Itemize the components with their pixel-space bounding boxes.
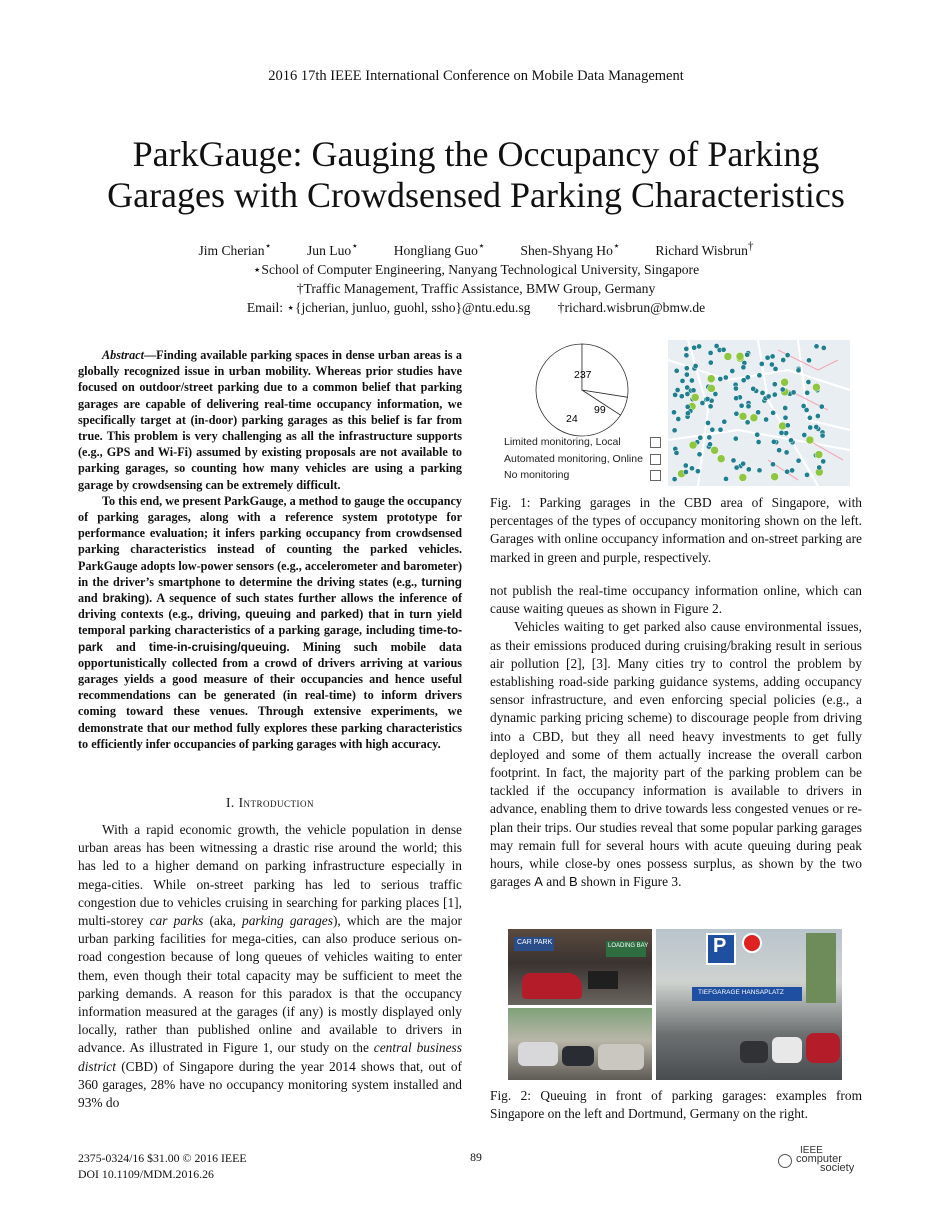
abstract-label: Abstract (102, 348, 144, 362)
online-garage-marker (812, 383, 820, 391)
online-garage-marker (691, 393, 699, 401)
garage-marker (785, 423, 790, 428)
paper-title (60, 134, 892, 216)
garage-marker (760, 390, 765, 395)
garage-marker (819, 404, 824, 409)
right-column-text (490, 582, 862, 891)
garage-marker (695, 469, 700, 474)
garage-marker (705, 420, 710, 425)
garage-marker (814, 344, 819, 349)
legend-swatch (650, 470, 661, 481)
parking-p-sign: P (713, 935, 727, 957)
garage-marker (770, 354, 775, 359)
context-term: queuing (245, 607, 292, 622)
garage-marker (779, 430, 784, 435)
pie-legend (504, 436, 664, 484)
emphasis: car parks (149, 913, 204, 929)
garage-marker (718, 376, 723, 381)
garage-marker (820, 433, 825, 438)
garage-marker (714, 343, 719, 348)
garage-marker (685, 404, 690, 409)
garage-marker (734, 411, 739, 416)
characteristic-term: time-to-park (78, 623, 463, 654)
garage-marker (765, 355, 770, 360)
online-garage-marker (707, 375, 715, 383)
photo-dortmund-garage (656, 929, 842, 1080)
garage-marker (807, 415, 812, 420)
garage-marker (801, 403, 806, 408)
garage-marker (679, 394, 684, 399)
garage-marker (741, 461, 746, 466)
garage-marker (806, 358, 811, 363)
legend-swatch (650, 454, 661, 465)
garage-marker (684, 346, 689, 351)
garage-marker (796, 368, 801, 373)
title-line-1: ParkGauge: Gauging the Occupancy of Parking (132, 134, 820, 174)
garage-marker (733, 386, 738, 391)
body-text: (aka, (209, 913, 236, 929)
context-term: parked (320, 607, 360, 622)
introduction-text (78, 821, 462, 1112)
garage-marker (722, 419, 727, 424)
garage-marker (674, 450, 679, 455)
garage-marker (708, 360, 713, 365)
abstract-text: and (78, 591, 98, 606)
garage-marker (723, 375, 728, 380)
body-text: shown in Figure 3. (581, 874, 682, 890)
pie-chart (532, 340, 632, 440)
garage-marker (721, 347, 726, 352)
figure-2-caption: Fig. 2: Queuing in front of parking garages: examples from Singapore on the left and Dortmund, Germany on the right. (490, 1088, 862, 1122)
online-garage-marker (739, 412, 747, 420)
garage-marker (672, 477, 677, 482)
garage-marker (814, 424, 819, 429)
logo-society: society (820, 1162, 855, 1174)
garage-marker (751, 386, 756, 391)
garage-marker (783, 415, 788, 420)
author-block (60, 237, 892, 317)
garage-marker (684, 372, 689, 377)
author-names (60, 237, 892, 260)
garage-marker (710, 427, 715, 432)
characteristic-term: time-in-cruising/queuing (148, 639, 287, 654)
abstract-text: , (237, 607, 241, 622)
author-mark: ⋆ (264, 240, 272, 252)
garage-label-b: B (569, 874, 578, 890)
author-name: Hongliang Guo (393, 242, 478, 258)
online-garage-marker (717, 455, 725, 463)
garage-marker (756, 439, 761, 444)
garage-marker (683, 463, 688, 468)
garage-marker (680, 378, 685, 383)
legend-entry-automated: Automated monitoring, Online (504, 453, 643, 465)
legend-entry-limited: Limited monitoring, Local (504, 436, 621, 448)
abstract (78, 347, 462, 752)
abstract-text: ). A sequence of such states further allows the inference of driving contexts (e.g., (78, 591, 462, 622)
garage-marker (757, 468, 762, 473)
garage-marker (821, 459, 826, 464)
garage-marker (802, 432, 807, 437)
online-garage-marker (806, 436, 814, 444)
title-line-2: Garages with Crowdsensed Parking Characteristics (107, 175, 845, 215)
author (655, 240, 754, 258)
computer-society-logo (778, 1146, 854, 1173)
abstract-text: —Finding available parking spaces in dense urban areas is a globally recognized issue in urban mobility. Whereas prior studies have focused on outdoor/street parking due to a common belief that parking garages are capable of delivering real-time occupancy information, we specifically target at (in-door) parking garages as this belief is far from true. This problem is very challenging as all the infrastructure supports (e.g., GPS and Wi-Fi) assumed by existing proposals are not available to parking garages, so counting how many vehicles are using a parking garage by crowdsensing can be extremely difficult. (78, 348, 462, 492)
garage-marker (759, 361, 764, 366)
garage-marker (672, 428, 677, 433)
author-name: Richard Wisbrun (655, 242, 748, 258)
garage-marker (739, 403, 744, 408)
garage-marker (723, 476, 728, 481)
body-paragraph: not publish the real-time occupancy information online, which can cause waiting queues as shown in Figure 2. (490, 583, 862, 617)
author (520, 240, 621, 258)
garage-marker (684, 353, 689, 358)
garage-marker (741, 378, 746, 383)
email-line: Email: ⋆{jcherian, junluo, guohl, ssho}@ntu.edu.sg †richard.wisbrun@bmw.de (246, 299, 706, 315)
pie-label-237: 237 (574, 369, 592, 381)
singapore-cbd-map (668, 340, 850, 486)
author (393, 240, 485, 258)
doi-line: DOI 10.1109/MDM.2016.26 (78, 1167, 214, 1181)
sign-car-park: CAR PARK (517, 939, 553, 946)
garage-marker (769, 362, 774, 367)
section-heading: I. Introduction (225, 795, 315, 810)
state-term: braking (102, 591, 146, 606)
garage-marker (731, 458, 736, 463)
garage-marker (772, 382, 777, 387)
issn-line: 2375-0324/16 $31.00 © 2016 IEEE (78, 1151, 247, 1165)
abstract-text: ) that in turn yield temporal parking characteristics of a parking garage, including (78, 607, 463, 638)
garage-marker (730, 368, 735, 373)
garage-marker (734, 465, 739, 470)
garage-marker (771, 439, 776, 444)
context-term: driving (197, 607, 238, 622)
affiliation-1: ⋆School of Computer Engineering, Nanyang Technological University, Singapore (252, 261, 700, 277)
author-mark: † (747, 240, 754, 252)
garage-marker (785, 469, 790, 474)
garage-marker (817, 465, 822, 470)
garage-marker (745, 420, 750, 425)
garage-marker (718, 427, 723, 432)
garage-marker (770, 462, 775, 467)
emphasis: parking garages (242, 913, 333, 929)
garage-marker (671, 410, 676, 415)
garage-marker (806, 379, 811, 384)
garage-marker (746, 467, 751, 472)
online-garage-marker (739, 474, 747, 482)
garage-marker (766, 394, 771, 399)
logo-globe-icon (778, 1154, 792, 1168)
garage-marker (685, 411, 690, 416)
author-name: Jim Cherian (198, 242, 265, 258)
author-name: Shen-Shyang Ho (520, 242, 613, 258)
figure-1-caption: Fig. 1: Parking garages in the CBD area of Singapore, with percentages of the types of occupancy monitoring shown on the left. Garages with online occupancy information and on-street parking are marked in green and purple, respectively. (490, 495, 862, 565)
garage-marker (707, 435, 712, 440)
garage-marker (683, 469, 688, 474)
garage-marker (673, 392, 678, 397)
online-garage-marker (707, 384, 715, 392)
garage-marker (815, 413, 820, 418)
garage-marker (783, 405, 788, 410)
garage-marker (698, 435, 703, 440)
abstract-paragraph-2 (78, 493, 462, 752)
body-text: and (546, 874, 566, 890)
garage-marker (713, 391, 718, 396)
state-term: turning (421, 574, 463, 589)
garage-marker (804, 472, 809, 477)
garage-marker (705, 396, 710, 401)
online-garage-marker (736, 352, 744, 360)
garage-marker (676, 416, 681, 421)
garage-marker (692, 345, 697, 350)
intro-paragraph (78, 821, 462, 1112)
conference-header: 2016 17th IEEE International Conference on Mobile Data Management (268, 68, 684, 84)
garage-marker (805, 390, 810, 395)
garage-marker (788, 438, 793, 443)
garage-marker (755, 432, 760, 437)
legend-swatch (650, 437, 661, 448)
body-text: (CBD) of Singapore during the year 2014 shows that, out of 360 garages, 28% have no occupancy monitoring system installed and 93% do (78, 1058, 462, 1111)
photo-singapore-queue (508, 1008, 652, 1080)
online-garage-marker (711, 446, 719, 454)
abstract-paragraph-1 (78, 347, 462, 493)
garage-marker (741, 365, 746, 370)
legend-entry-none: No monitoring (504, 469, 570, 481)
photo-singapore-carpark-entry (508, 929, 652, 1005)
garage-marker (708, 350, 713, 355)
abstract-text: and (295, 607, 316, 622)
author-mark: ⋆ (477, 240, 485, 252)
online-garage-marker (724, 353, 732, 361)
garage-marker (707, 442, 712, 447)
abstract-text: and (116, 639, 136, 654)
garage-marker (772, 392, 777, 397)
garage-marker (689, 466, 694, 471)
author (198, 240, 272, 258)
garage-marker (684, 366, 689, 371)
garage-marker (784, 450, 789, 455)
garage-marker (777, 448, 782, 453)
garage-marker (674, 368, 679, 373)
garage-marker (796, 458, 801, 463)
garage-label-a: A (534, 874, 543, 890)
garage-marker (745, 352, 750, 357)
garage-marker (764, 417, 769, 422)
garage-marker (791, 390, 796, 395)
garage-marker (790, 468, 795, 473)
author-name: Jun Luo (307, 242, 352, 258)
garage-marker (780, 387, 785, 392)
affiliation-2: †Traffic Management, Traffic Assistance, BMW Group, Germany (296, 280, 656, 296)
body-text: ), which are the major urban parking facilities for mega-cities, can also produce serious on-road congestion because of long queues of vehicles waiting to enter them, even though their total capacity may be sufficient to meet the parking demands. A reason for this paradox is that the occupancy information measured at the garages (if any) is mostly displayed only locally, rather than published online and available to drivers in advance. As illustrated in Figure 1, our study on the (78, 913, 462, 1056)
garage-marker (785, 353, 790, 358)
sign-tiefgarage: TIEFGARAGE HANSAPLATZ (698, 989, 784, 996)
body-text: Vehicles waiting to get parked also cause environmental issues, as their emissions produced during cruising/braking result in serious air pollution [2], [3]. Many cities try to control the problem by establishing road-side parking guidance systems, adding occupancy sensor infrastructure, and even enforcing special policies (e.g., a dynamic parking pricing scheme) to discourage people from driving into a CBD, but they all need heavy investments to get fully deployed and some of them actually increase the overall carbon footprint. In fact, the majority part of the parking problem can be tackled if the occupancy information is available to drivers in advance, enabling them to drive towards less congested venues or re-plan their trips. Our studies reveal that some popular parking garages may remain full for several hours with acute queuing during peak hours, while close-by ones possess surplus, as shown by the two garages (490, 619, 862, 890)
pie-label-99: 99 (594, 404, 606, 416)
garage-marker (808, 425, 813, 430)
online-garage-marker (771, 473, 779, 481)
page-number: 89 (470, 1150, 482, 1164)
author-mark: ⋆ (351, 240, 359, 252)
garage-marker (746, 404, 751, 409)
emphasis: central business district (78, 1040, 462, 1074)
abstract-text: To this end, we present ParkGauge, a method to gauge the occupancy of parking garages, along with a reference system prototype for performance evaluation; it infers parking occupancy from crowdsensed parking characteristics instead of counting the parked vehicles. ParkGauge adopts low-power sensors (e.g., accelerometer and barometer) in the driver’s smartphone to determine the driving states (e.g., (78, 493, 462, 589)
garage-marker (733, 436, 738, 441)
online-garage-marker (781, 378, 789, 386)
garage-marker (675, 387, 680, 392)
garage-marker (691, 388, 696, 393)
pie-label-24: 24 (566, 413, 578, 425)
garage-marker (781, 357, 786, 362)
body-text: With a rapid economic growth, the vehicle population in dense urban areas has been witnessing a drastic rise around the world; this has led to a higher demand on parking infrastructure especially in mega-cities. While on-street parking has led to serious traffic congestion due to vehicles cruising in searching for parking places [1], multi-storey (78, 822, 462, 929)
logo-ieee: IEEE (800, 1145, 823, 1156)
abstract-text: . Mining such mobile data opportunistically collected from a crowd of drivers arriving at various garages yields a good measure of their occupancies and hence useful recommendations can be generated (in real-time) to inform drivers coming toward these venues. Through extensive experiments, we demonstrate that our method fully explores these parking characteristics to efficiently infer occupancies of parking garages with high accuracy. (78, 639, 463, 751)
garage-marker (771, 410, 776, 415)
garage-marker (757, 373, 762, 378)
logo-computer: computer (796, 1153, 842, 1165)
author-mark: ⋆ (612, 240, 621, 252)
author (307, 240, 359, 258)
garage-marker (693, 363, 698, 368)
online-garage-marker (689, 441, 697, 449)
body-paragraph (490, 618, 862, 891)
garage-marker (708, 404, 713, 409)
garage-marker (756, 410, 761, 415)
garage-marker (697, 344, 702, 349)
online-garage-marker (750, 414, 758, 422)
garage-marker (734, 396, 739, 401)
garage-marker (697, 452, 702, 457)
online-garage-marker (815, 451, 823, 459)
garage-marker (689, 378, 694, 383)
sign-loading-bay: LOADING BAY (608, 943, 649, 949)
garage-marker (773, 366, 778, 371)
garage-marker (821, 345, 826, 350)
